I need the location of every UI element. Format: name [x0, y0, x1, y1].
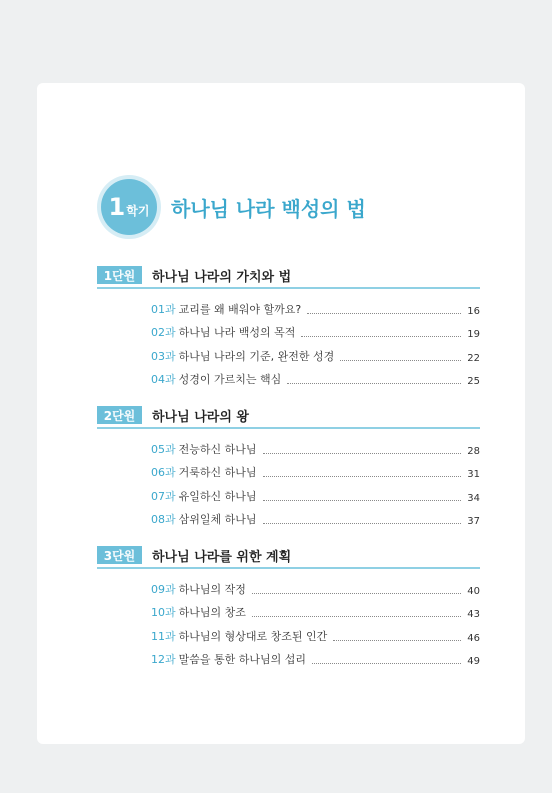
lesson-number: 12과 [151, 653, 176, 666]
lesson-item[interactable] [151, 317, 480, 341]
dot-leader [263, 452, 461, 454]
dot-leader [263, 522, 461, 524]
dot-leader [340, 359, 461, 361]
dot-leader [312, 662, 461, 664]
lesson-page: 19 [467, 329, 480, 340]
lesson-number: 07과 [151, 489, 176, 503]
lesson-item[interactable] [151, 457, 480, 481]
lesson-page: 28 [467, 445, 480, 457]
lesson-page: 34 [467, 492, 480, 504]
unit-divider [97, 567, 480, 569]
lesson-item[interactable] [151, 293, 480, 317]
unit-title: 하나님 나라를 위한 계획 [152, 549, 292, 565]
lesson-title: 교리를 왜 배워야 할까요? [178, 302, 302, 316]
lesson-number: 09과 [151, 582, 176, 596]
dot-leader [263, 475, 461, 477]
lesson-title: 말씀을 통한 하나님의 섭리 [178, 653, 306, 666]
lesson-page: 31 [467, 469, 480, 480]
dot-leader [252, 615, 461, 617]
lesson-number: 06과 [151, 466, 176, 479]
lesson-title: 유일하신 하나님 [178, 489, 257, 503]
lesson-number: 05과 [151, 442, 176, 456]
semester-badge [97, 175, 161, 239]
lesson-title: 하나님의 형상대로 창조된 인간 [178, 629, 328, 643]
lesson-page: 49 [467, 656, 480, 667]
lesson-page: 25 [467, 376, 480, 387]
unit-3 [97, 544, 480, 667]
lesson-number: 01과 [151, 302, 176, 316]
unit-title: 하나님 나라의 가치와 법 [152, 269, 292, 285]
dot-leader [333, 639, 461, 641]
lesson-list [151, 293, 480, 387]
unit-divider [97, 427, 480, 429]
unit-title: 하나님 나라의 왕 [152, 409, 249, 425]
unit-tag: 3단원 [97, 546, 142, 564]
unit-1 [97, 264, 480, 387]
dot-leader [263, 499, 461, 501]
dot-leader [287, 382, 461, 384]
lesson-item[interactable] [151, 573, 480, 597]
lesson-page: 37 [467, 516, 480, 527]
lesson-number: 08과 [151, 513, 176, 526]
semester-suffix: 학기 [126, 203, 150, 218]
lesson-title: 하나님 나라 백성의 목적 [178, 326, 296, 339]
lesson-title: 하나님의 창조 [178, 606, 246, 619]
lesson-number: 10과 [151, 606, 176, 619]
unit-divider [97, 287, 480, 289]
lesson-title: 거룩하신 하나님 [178, 466, 257, 479]
lesson-page: 16 [467, 305, 480, 317]
lesson-number: 03과 [151, 349, 176, 363]
unit-tag: 1단원 [97, 266, 142, 284]
lesson-item[interactable] [151, 644, 480, 668]
lesson-title: 전능하신 하나님 [178, 442, 257, 456]
lesson-page: 40 [467, 585, 480, 597]
lesson-item[interactable] [151, 597, 480, 621]
unit-2 [97, 404, 480, 527]
lesson-page: 46 [467, 632, 480, 644]
semester-number: 1 [108, 193, 126, 221]
lesson-item[interactable] [151, 480, 480, 504]
semester-header [97, 173, 366, 241]
lesson-title: 삼위일체 하나님 [178, 513, 257, 526]
lesson-title: 성경이 가르치는 핵심 [178, 373, 282, 386]
lesson-item[interactable] [151, 364, 480, 388]
lesson-item[interactable] [151, 620, 480, 644]
semester-title: 하나님 나라 백성의 법 [171, 196, 366, 221]
lesson-number: 04과 [151, 373, 176, 386]
lesson-list [151, 573, 480, 667]
lesson-item[interactable] [151, 433, 480, 457]
content-page [37, 83, 525, 744]
lesson-page: 43 [467, 609, 480, 620]
dot-leader [252, 592, 461, 594]
lesson-number: 02과 [151, 326, 176, 339]
lesson-item[interactable] [151, 504, 480, 528]
lesson-page: 22 [467, 352, 480, 364]
lesson-list [151, 433, 480, 527]
dot-leader [301, 335, 461, 337]
lesson-item[interactable] [151, 340, 480, 364]
unit-tag: 2단원 [97, 406, 142, 424]
lesson-title: 하나님 나라의 기준, 완전한 성경 [178, 349, 335, 363]
lesson-title: 하나님의 작정 [178, 582, 246, 596]
dot-leader [307, 312, 461, 314]
lesson-number: 11과 [151, 629, 176, 643]
